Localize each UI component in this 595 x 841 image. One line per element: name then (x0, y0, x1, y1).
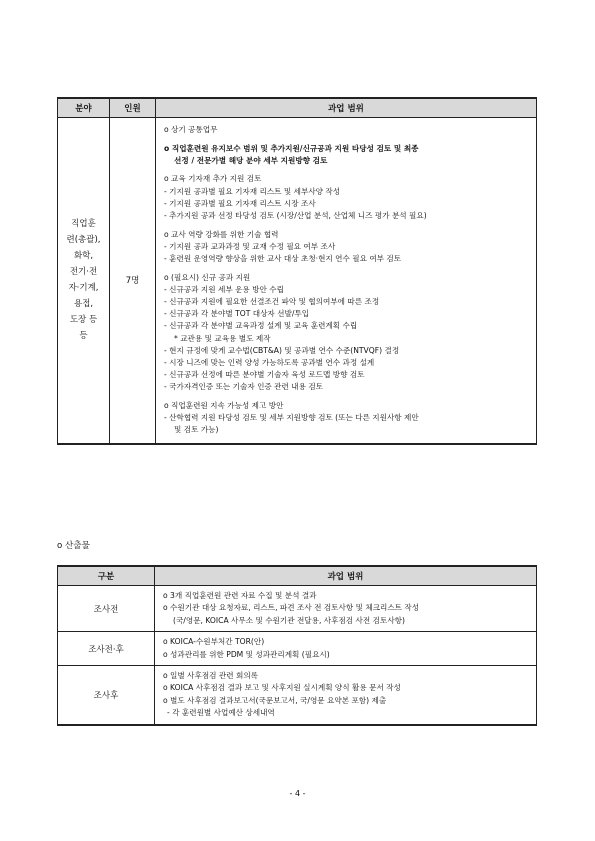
scope-line: (국/영문, KOICA 사무소 및 수원기관 전달용, 사후점검 사전 검토사항) (173, 615, 405, 625)
scope-line: o 직업훈련원 유지보수 범위 및 추가지원/신규공과 지원 타당성 검토 및 최종 (164, 143, 419, 153)
scope-line: * 교관용 및 교육용 별도 제작 (174, 333, 271, 343)
field-line: 등 (79, 331, 88, 342)
field-line: 화학, (73, 251, 94, 262)
scope-cell (155, 586, 537, 632)
scope-line: o 상기 공통업무 (164, 125, 218, 134)
header-field: 분야 (58, 98, 110, 118)
scope-line: - 추가지원 공과 선정 타당성 검토 (시장/산업 분석, 산업체 니즈 평가 분석 필요) (164, 211, 427, 220)
scope-block (164, 400, 530, 437)
field-line: 직업훈 (71, 219, 96, 230)
count-cell: 7명 (110, 118, 156, 444)
scope-block (164, 124, 530, 136)
scope-cell (155, 666, 537, 725)
category-cell: 조사전 (58, 586, 155, 632)
scope-block (164, 272, 530, 394)
field-cell (58, 118, 110, 444)
scope-line: - 훈련원 운영역량 향상을 위한 교사 대상 초청·현지 연수 필요 여부 검토 (164, 254, 402, 263)
page-number: - 4 - (289, 789, 306, 798)
scope-line: o (필요시) 신규 공과 지원 (164, 272, 251, 282)
table-row (58, 586, 537, 632)
scope-line: o 교사 역량 강화를 위한 기술 협력 (164, 229, 279, 239)
scope-line: - 현지 규정에 맞게 교수법(CBT&A) 및 공과별 연수 수준(NTVQF) 결정 (164, 345, 400, 355)
scope-block (164, 173, 530, 222)
table-row (58, 666, 537, 725)
scope-line: - 신규공과 선정에 따른 분야별 기술자 육성 로드맵 방향 검토 (164, 370, 365, 380)
header-scope: 과업 범위 (156, 98, 537, 118)
scope-line: o 별도 사후점검 결과보고서(국문보고서, 국/영문 요약본 포함) 제출 (163, 695, 387, 705)
scope-block (164, 143, 530, 167)
scope-line: o 교육 기자재 추가 지원 검토 (164, 174, 262, 184)
scope-line: - 기지원 공과 교과과정 및 교재 수정 필요 여부 조사 (164, 241, 336, 251)
scope-line: o KOICA 사후점검 결과 보고 및 사후지원 실시계획 양식 활용 문서 작성 (163, 683, 401, 693)
field-line: 용접, (73, 299, 94, 310)
output-table (57, 565, 537, 726)
field-line: 도장 등 (69, 315, 98, 326)
table-header-row (58, 98, 537, 118)
scope-line: o 직업훈련원 지속 가능성 제고 방안 (164, 401, 284, 411)
scope-line: o KOICA-수원부처간 TOR(안) (163, 637, 265, 647)
header-count: 인원 (110, 98, 156, 118)
scope-line: - 신규공과 각 분야별 TOT 대상자 선발/투입 (164, 309, 310, 319)
table-row (58, 632, 537, 666)
scope-line: - 기지원 공과별 필요 기자재 리스트 및 세부사양 작성 (164, 186, 341, 196)
field-line: 전기·전 (69, 267, 98, 278)
table-header-row (58, 566, 537, 586)
field-line: 련(총괄), (66, 235, 101, 246)
scope-line: - 기지원 공과별 필요 기자재 리스트 시장 조사 (164, 198, 316, 208)
scope-cell (155, 632, 537, 666)
scope-line: o 성과관리를 위한 PDM 및 성과관리계획 (필요시) (163, 649, 330, 659)
scope-line: - 신규공과 지원 세부 운용 방안 수립 (164, 284, 284, 294)
scope-line: - 각 훈련원별 사업예산 상세내역 (167, 708, 275, 718)
scope-line: o 수원기관 대상 요청자료, 리스트, 파견 조사 전 검토사항 및 체크리스트 작성 (163, 603, 420, 613)
header-scope: 과업 범위 (155, 566, 537, 586)
section-heading-output: o 산출물 (57, 541, 90, 551)
scope-line: - 신규공과 지원에 필요한 선결조건 파악 및 협의여부에 따른 조정 (164, 297, 380, 306)
scope-line: - 시장 니즈에 맞는 인력 양성 가능하도록 공과별 연수 과정 설계 (164, 358, 375, 368)
scope-line: - 신규공과 각 분야별 교육과정 설계 및 교육 훈련계획 수립 (164, 321, 358, 331)
scope-block (164, 229, 530, 266)
scope-cell (156, 118, 537, 444)
work-scope-table (57, 97, 537, 445)
scope-line: o 3개 직업훈련원 관련 자료 수집 및 분석 결과 (163, 591, 317, 600)
field-line: 자·기계, (68, 283, 99, 294)
scope-line: - 국가자격인증 또는 기술자 인증 관련 내용 검토 (164, 382, 324, 392)
category-cell: 조사전·후 (58, 632, 155, 666)
scope-line: o 일별 사후점검 관련 회의록 (163, 671, 258, 681)
scope-line: 선정 / 전문가별 해당 분야 세부 지원방향 검토 (174, 155, 328, 165)
category-cell: 조사후 (58, 666, 155, 725)
header-category: 구분 (58, 566, 155, 586)
scope-line: - 산학협력 지원 타당성 검토 및 세부 지원방향 검토 (또는 다른 지원사항 제안 (164, 413, 419, 423)
table-row (58, 118, 537, 444)
scope-line: 및 검토 가능) (174, 425, 219, 435)
